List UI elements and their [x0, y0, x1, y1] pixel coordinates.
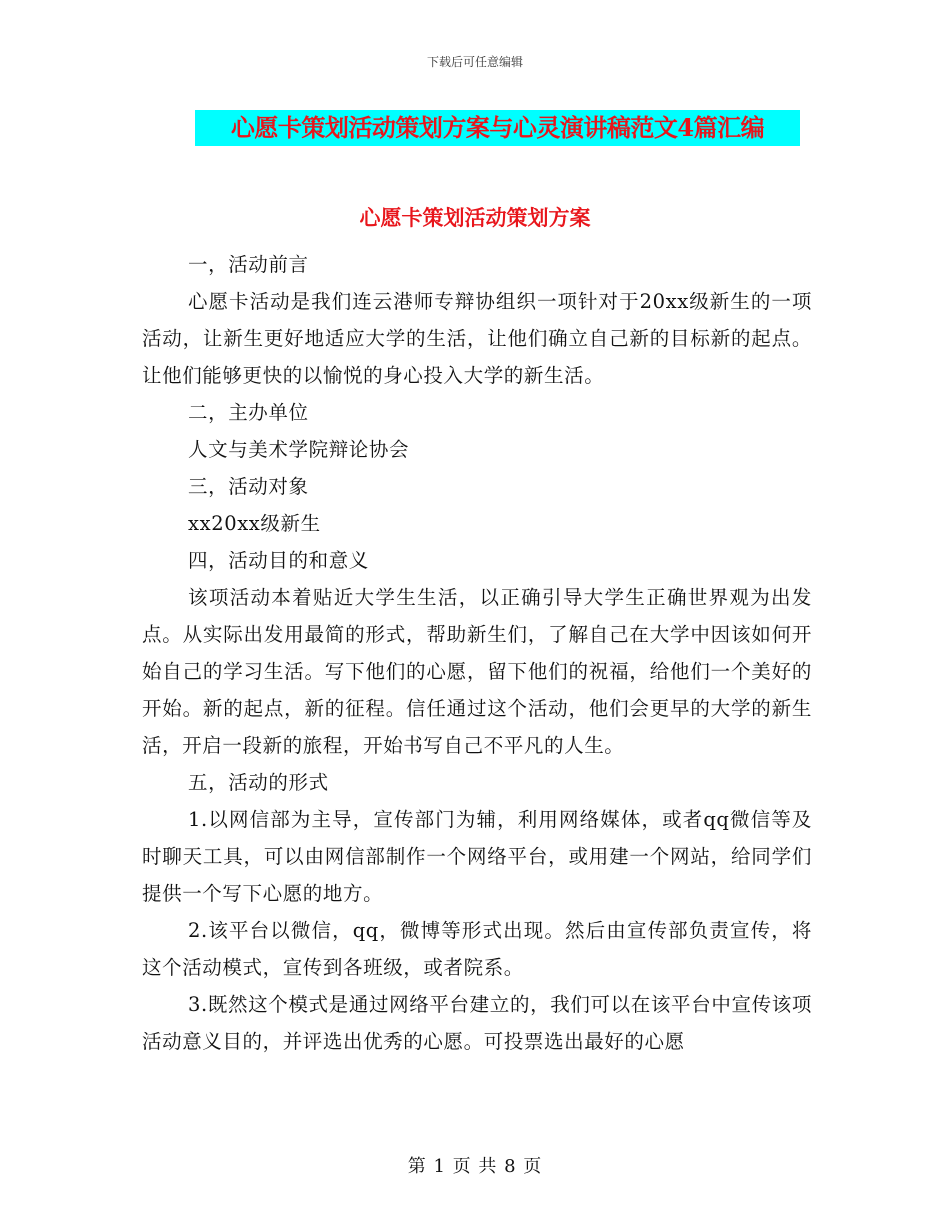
header-note: 下载后可任意编辑 [426, 55, 523, 69]
document-body [142, 246, 812, 1060]
heading-format: 五，活动的形式 [188, 771, 329, 794]
page-footer [0, 1152, 950, 1178]
paragraph-organizer: 人文与美术学院辩论协会 [188, 438, 410, 461]
paragraph-audience: xx20xx级新生 [188, 512, 321, 535]
document-title: 心愿卡策划活动策划方案与心灵演讲稿范文4篇汇编 [230, 113, 765, 142]
heading-purpose: 四，活动目的和意义 [188, 549, 369, 572]
paragraph-preface: 心愿卡活动是我们连云港师专辩协组织一项针对于20xx级新生的一项活动，让新生更好地适应大学的生活，让他们确立自己新的目标新的起点。让他们能够更快的以愉悦的身心投入大学的新生活。 [142, 290, 812, 387]
heading-preface: 一，活动前言 [188, 253, 309, 276]
paragraph-format-2: 2.该平台以微信，qq，微博等形式出现。然后由宣传部负责宣传，将这个活动模式，宣传到各班级，或者院系。 [142, 919, 812, 979]
paragraph-purpose: 该项活动本着贴近大学生生活，以正确引导大学生正确世界观为出发点。从实际出发用最简的形式，帮助新生们，了解自己在大学中因该如何开始自己的学习生活。写下他们的心愿，留下他们的祝福，给他们一个美好的开始。新的起点，新的征程。信任通过这个活动，他们会更早的大学的新生活，开启一段新的旅程，开始书写自己不平凡的人生。 [142, 586, 812, 757]
paragraph-format-3: 3.既然这个模式是通过网络平台建立的，我们可以在该平台中宣传该项活动意义目的，并评选出优秀的心愿。可投票选出最好的心愿 [142, 993, 812, 1053]
page-number: 第 1 页 共 8 页 [407, 1156, 543, 1177]
paragraph-format-1: 1.以网信部为主导，宣传部门为辅，利用网络媒体，或者qq微信等及时聊天工具，可以由网信部制作一个网络平台，或用建一个网站，给同学们提供一个写下心愿的地方。 [142, 808, 812, 905]
document-title-highlight [195, 110, 800, 146]
heading-audience: 三，活动对象 [188, 475, 309, 498]
heading-organizer: 二，主办单位 [188, 401, 309, 424]
section-title: 心愿卡策划活动策划方案 [359, 205, 591, 230]
